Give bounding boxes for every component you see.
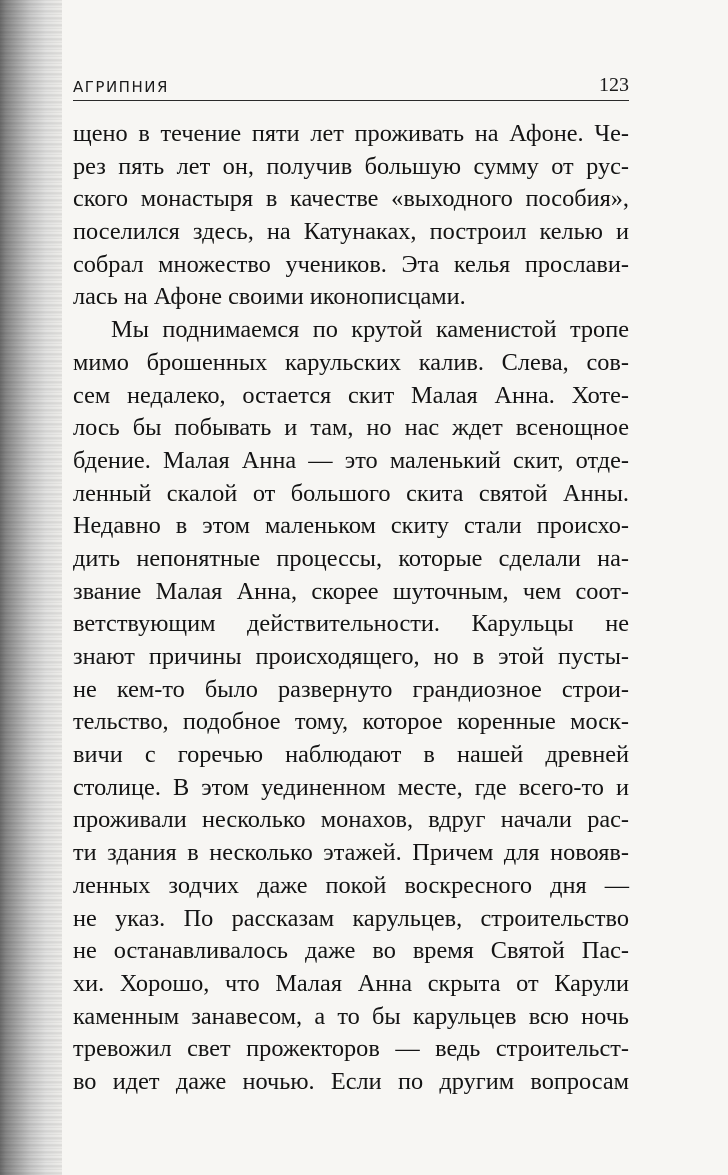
text-line: знают причины происходящего, но в этой пусты- bbox=[73, 643, 629, 670]
text-line: ленных зодчих даже покой воскресного дня — bbox=[73, 871, 629, 899]
text-line: во идет даже ночью. Если по другим вопросам bbox=[73, 1067, 629, 1095]
text-line: ленный скалой от большого скита святой Анны. bbox=[73, 479, 629, 507]
text-line: проживали несколько монахов, вдруг начали рас- bbox=[73, 806, 629, 834]
text-line: ти здания в несколько этажей. Причем для новояв- bbox=[73, 839, 629, 867]
text-line: сем недалеко, остается скит Малая Анна. Хоте- bbox=[73, 381, 629, 409]
text-line: рез пять лет он, получив большую сумму от рус- bbox=[73, 152, 629, 180]
text-line: не останавливалось даже во время Святой Пас- bbox=[73, 937, 629, 965]
text-line: бдение. Малая Анна — это маленький скит, отде- bbox=[73, 446, 629, 474]
page-number: 123 bbox=[599, 74, 629, 96]
text-line: вичи с горечью наблюдают в нашей древней bbox=[73, 741, 629, 769]
text-line: хи. Хорошо, что Малая Анна скрыта от Карули bbox=[73, 969, 629, 997]
text-line: мимо брошенных карульских калив. Слева, сов- bbox=[73, 348, 629, 376]
body-text bbox=[73, 118, 629, 1099]
text-line: не кем-то было развернуто грандиозное строи- bbox=[73, 675, 629, 703]
text-line: тельство, подобное тому, которое коренные моск- bbox=[73, 708, 629, 736]
text-line: поселился здесь, на Катунаках, построил келью и bbox=[73, 218, 629, 246]
running-head: АГРИПНИЯ bbox=[73, 78, 169, 96]
text-line: ветствующим действительности. Карульцы не bbox=[73, 610, 629, 638]
text-line: лось бы побывать и там, но нас ждет всенощное bbox=[73, 414, 629, 442]
text-line: лась на Афоне своими иконописцами. bbox=[73, 283, 466, 311]
text-line: собрал множество учеников. Эта келья прослави- bbox=[73, 250, 629, 278]
text-line: Недавно в этом маленьком скиту стали происхо- bbox=[73, 512, 629, 540]
text-line: каменным занавесом, а то бы карульцев всю ночь bbox=[73, 1002, 629, 1030]
page-header bbox=[73, 72, 629, 101]
text-line: щено в течение пяти лет проживать на Афоне. Че- bbox=[73, 120, 629, 147]
text-line: столице. В этом уединенном месте, где всего-то и bbox=[73, 773, 629, 801]
text-line: не указ. По рассказам карульцев, строительство bbox=[73, 904, 629, 932]
binding-shadow bbox=[0, 0, 62, 1175]
text-line: Мы поднимаемся по крутой каменистой тропе bbox=[111, 316, 629, 344]
text-line: ского монастыря в качестве «выходного пособия», bbox=[73, 185, 629, 213]
text-line: дить непонятные процессы, которые сделали на- bbox=[73, 544, 629, 572]
text-line: звание Малая Анна, скорее шуточным, чем соот- bbox=[73, 577, 629, 605]
text-line: тревожил свет прожекторов — ведь строительст- bbox=[73, 1035, 629, 1063]
